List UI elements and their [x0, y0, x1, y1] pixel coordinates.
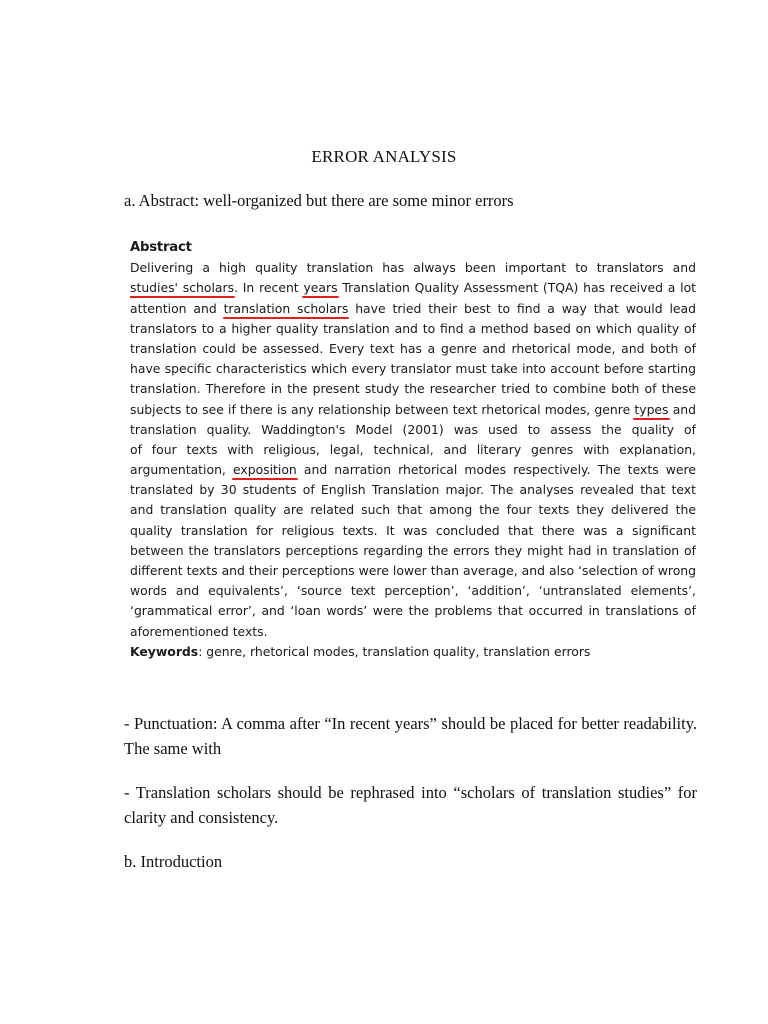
underlined-error: studies' scholars	[130, 280, 235, 296]
keywords-line	[130, 642, 696, 662]
underlined-error: exposition	[232, 462, 297, 478]
section-a-heading: a. Abstract: well-organized but there are some minor errors	[124, 191, 514, 210]
abstract-line: ‘grammatical error’, and ‘loan words’ were the problems that occurred in translations of	[130, 603, 696, 619]
abstract-line: studies' scholars. In recent years Translation Quality Assessment (TQA) has received a lot	[130, 280, 696, 296]
keywords-label: Keywords	[130, 643, 199, 659]
section-b-heading: b. Introduction	[124, 852, 223, 871]
abstract-line: translation could be assessed. Every text has a genre and rhetorical mode, and both of	[130, 340, 696, 356]
document-title: ERROR ANALYSIS	[311, 147, 457, 166]
punctuation-note: - Punctuation: A comma after “In recent years” should be placed for better readability. The same with	[124, 714, 697, 758]
abstract-line: different texts and their perceptions were lower than average, and also ‘selection of wrong	[130, 563, 696, 578]
abstract-line: between the translators perceptions regarding the errors they might had in translation of	[130, 542, 696, 558]
abstract-line: translated by 30 students of English Translation major. The analyses revealed that text	[130, 482, 696, 498]
abstract-line: argumentation, exposition and narration rhetorical modes respectively. The texts were	[130, 462, 696, 478]
abstract-line: aforementioned texts.	[130, 623, 268, 639]
abstract-line: Delivering a high quality translation has always been important to translators and	[130, 260, 696, 276]
abstract-body	[130, 258, 696, 642]
abstract-line: translation quality. Waddington's Model (2001) was used to assess the quality of	[130, 421, 696, 437]
underlined-error: translation scholars	[223, 300, 349, 316]
abstract-line: translation. Therefore in the present study the researcher tried to combine both of these	[130, 381, 696, 397]
abstract-line: attention and translation scholars have tried their best to find a way that would lead	[130, 300, 696, 316]
abstract-image	[130, 238, 696, 662]
abstract-line: words and equivalents’, ‘source text perception’, ‘addition’, ‘untranslated elements’,	[130, 583, 696, 599]
abstract-line: and translation quality are related such that among the four texts they delivered the	[130, 502, 696, 518]
abstract-line: subjects to see if there is any relationship between text rhetorical modes, genre types and	[130, 401, 696, 417]
underlined-error: types	[634, 401, 669, 417]
abstract-line: have specific characteristics which every translator must take into account before starting	[130, 361, 696, 377]
abstract-line: of four texts with religious, legal, technical, and literary genres with explanation,	[130, 441, 696, 457]
abstract-heading: Abstract	[130, 240, 192, 255]
abstract-line: translators to a higher quality translation and to find a method based on which quality of	[130, 320, 696, 336]
keywords-text: : genre, rhetorical modes, translation quality, translation errors	[198, 643, 591, 659]
underlined-error: years	[303, 280, 338, 296]
rephrase-note: - Translation scholars should be rephrased into “scholars of translation studies” for clarity and consistency.	[124, 783, 697, 827]
abstract-line: quality translation for religious texts. It was concluded that there was a significant	[130, 522, 696, 538]
